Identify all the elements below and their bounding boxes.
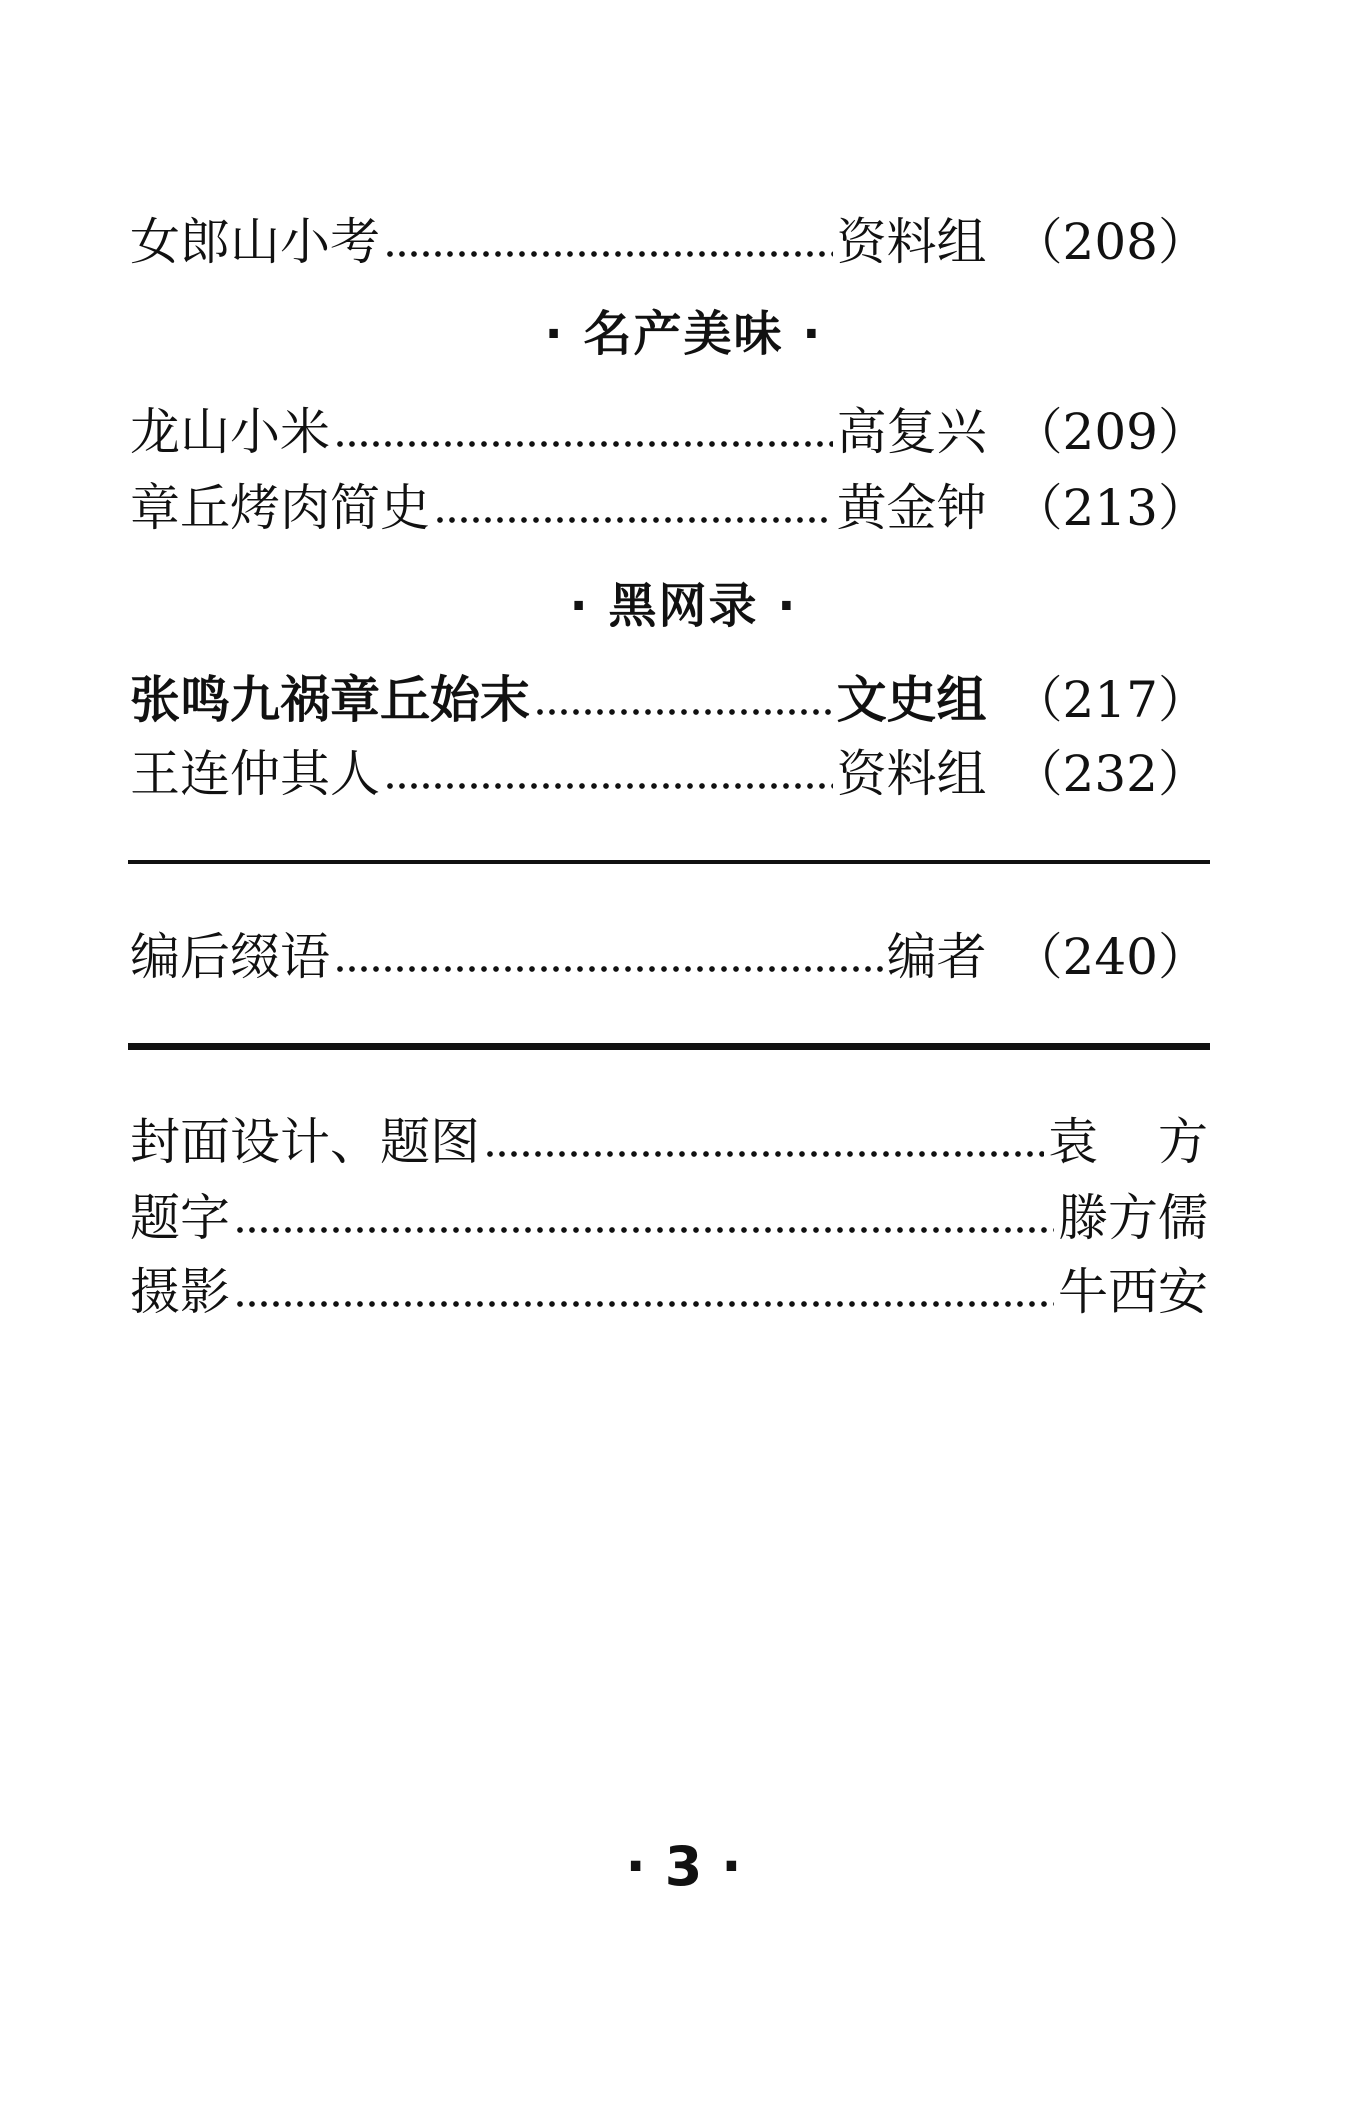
dot-leader	[334, 925, 883, 989]
toc-entry-title: 编后缀语	[130, 928, 330, 986]
toc-entry-author: 资料组	[836, 745, 987, 803]
toc-entry-page: （209）	[1012, 403, 1208, 461]
toc-entry	[130, 400, 1208, 464]
credit-role: 摄影	[130, 1263, 230, 1321]
toc-entry-author: 高复兴	[836, 403, 987, 461]
toc-entry-author: 黄金钟	[836, 479, 987, 537]
toc-entry-page: （240）	[1012, 928, 1208, 986]
section-header-specialties: · 名产美味 ·	[544, 306, 823, 362]
toc-entry-page: （213）	[1012, 479, 1208, 537]
credit-role: 封面设计、题图	[130, 1113, 480, 1171]
dot-leader	[334, 400, 833, 464]
credit-entry	[130, 1186, 1208, 1250]
dot-leader	[484, 1110, 1044, 1174]
toc-entry-author: 资料组	[836, 213, 987, 271]
page-number: · 3 ·	[625, 1835, 742, 1898]
toc-entry	[130, 210, 1208, 274]
toc-entry-author: 编者	[886, 928, 987, 986]
toc-entry-page: （232）	[1012, 745, 1208, 803]
credit-name: 袁方	[1048, 1113, 1268, 1171]
toc-entry	[130, 476, 1208, 540]
toc-entry-title: 章丘烤肉简史	[130, 479, 430, 537]
dot-leader	[434, 476, 833, 540]
credit-role: 题字	[130, 1189, 230, 1247]
toc-entry-afterword	[130, 925, 1208, 989]
toc-entry-author: 文史组	[836, 671, 987, 729]
toc-entry-title: 女郎山小考	[130, 213, 380, 271]
section-header-black-net: · 黑网录 ·	[569, 578, 798, 634]
toc-entry-page: （217）	[1012, 671, 1208, 729]
credit-name: 滕方儒	[1058, 1189, 1208, 1247]
dot-leader	[534, 668, 833, 732]
credit-name: 牛西安	[1058, 1263, 1208, 1321]
dot-leader	[234, 1260, 1054, 1324]
toc-entry-title: 王连仲其人	[130, 745, 380, 803]
toc-entry-page: （208）	[1012, 213, 1208, 271]
dot-leader	[234, 1186, 1054, 1250]
toc-entry-title: 龙山小米	[130, 403, 330, 461]
dot-leader	[384, 210, 833, 274]
toc-entry	[130, 742, 1208, 806]
credit-entry	[130, 1260, 1208, 1324]
divider-rule-thick	[128, 1043, 1210, 1050]
divider-rule	[128, 860, 1210, 864]
toc-entry-title: 张鸣九祸章丘始末	[130, 671, 530, 729]
dot-leader	[384, 742, 833, 806]
credit-entry	[130, 1110, 1268, 1174]
toc-entry	[130, 668, 1208, 732]
